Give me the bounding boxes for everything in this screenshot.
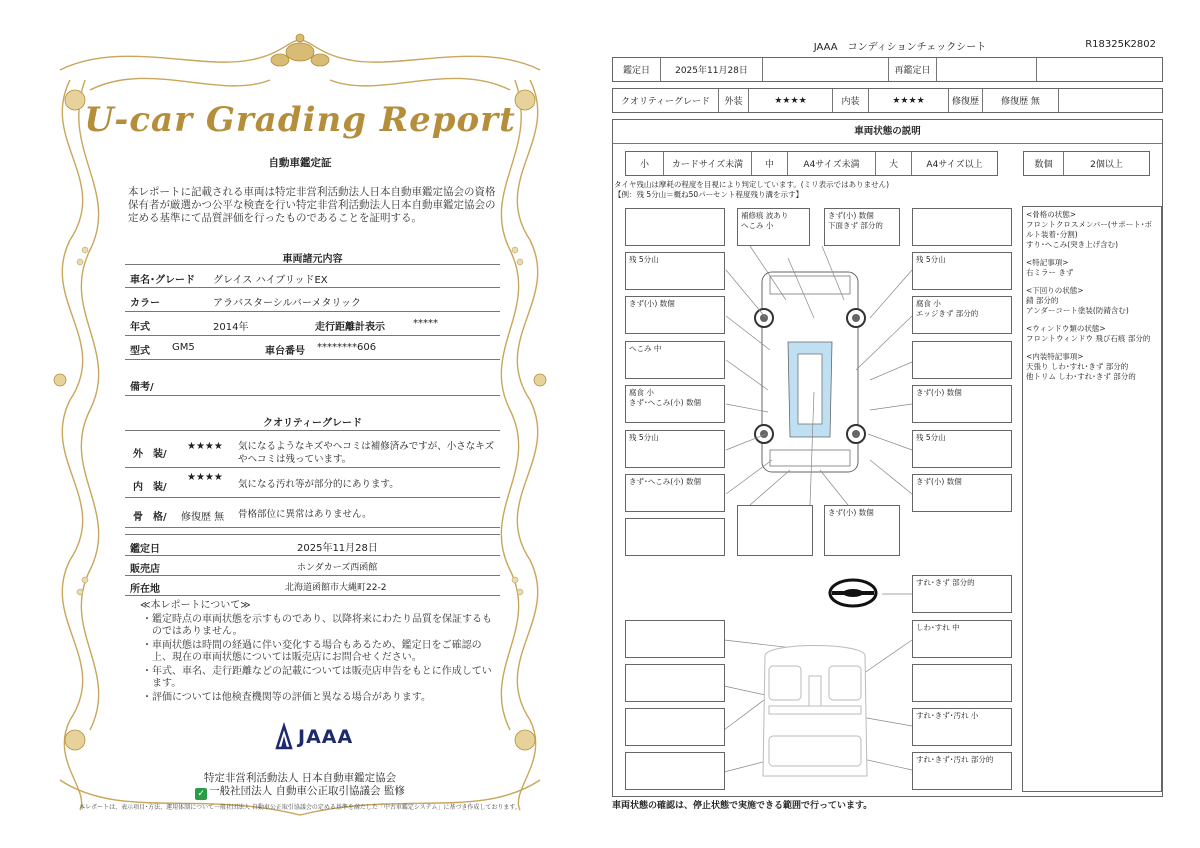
- note-body: フロントウィンドウ 飛び石痕 部分的: [1026, 334, 1151, 343]
- damage-box-right-door: [912, 341, 1012, 379]
- star-rating: ★★★★: [187, 441, 223, 452]
- interior-box-rear-right: すれ･きず･汚れ 小: [912, 708, 1012, 746]
- report-intro: 本レポートに記載される車両は特定非営利活動法人日本自動車鑑定協会の資格保有者が厳選かつ公平な検査を行い特定非営利活動法人日本自動車鑑定協会の定める基準にて品質評価を行ったものであることを証明する。: [128, 186, 496, 224]
- quality-heading: クオリティーグレード: [263, 418, 362, 429]
- note-heading: <ウィンドウ類の状態>: [1026, 324, 1106, 333]
- note-heading: <下回りの状態>: [1026, 286, 1084, 295]
- condition-sheet-page: [600, 0, 1200, 848]
- size-mid-desc: A4サイズ未満: [788, 152, 876, 175]
- count-label: 数個: [1024, 152, 1064, 175]
- damage-box-right-rear-door: きず(小) 数個: [912, 385, 1012, 423]
- spec-row-year: [125, 312, 500, 336]
- spec-row-remarks: [125, 372, 500, 396]
- spec-row-model: [125, 336, 500, 360]
- interior-stars: ★★★★: [869, 89, 949, 112]
- tire-note: [614, 180, 889, 199]
- star-rating: ★★★★: [187, 472, 223, 483]
- spec-row-color: [125, 288, 500, 312]
- spec-value: アラバスターシルバーメタリック: [213, 298, 361, 309]
- sheet-title: JAAA コンディションチェックシート: [813, 42, 987, 53]
- spec-value: グレイス ハイブリッドEX: [213, 275, 328, 286]
- info-row-date: [125, 534, 500, 556]
- quality-row-exterior: [125, 430, 500, 468]
- note-body: 天張り しわ･すれ･きず 部分的 他トリム しわ･すれ･きず 部分的: [1026, 362, 1136, 381]
- spec-value: GM5: [172, 342, 195, 353]
- notice-item: ・車両状態は時間の経過に伴い変化する場合もあるため、鑑定日をご確認の上、現在の車両状態については販売店にお問合せください。: [142, 639, 482, 663]
- date-value: 2025年11月28日: [661, 58, 763, 81]
- damage-box-rear-left: [625, 518, 725, 556]
- notice-item: ・年式、車名、走行距離などの記載については販売店申告をもとに作成しています。: [142, 665, 492, 689]
- re-date-label: 再鑑定日: [889, 58, 937, 81]
- info-value: 北海道函館市大縄町22-2: [285, 583, 387, 593]
- damage-box-front-left: [625, 208, 725, 246]
- note-heading: <特記事項>: [1026, 258, 1069, 267]
- info-label: 鑑定日: [130, 544, 160, 555]
- note-interior: [1026, 352, 1158, 382]
- quality-desc: 気になるようなキズやヘコミは補修済みですが、小さなキズやヘコミは残っています。: [238, 441, 495, 465]
- note-body: 右ミラー きず: [1026, 268, 1074, 277]
- org-name-2-row: [0, 783, 600, 800]
- notice-item: ・評価については他検査機関等の評価と異なる場合があります。: [142, 691, 431, 703]
- repair-value: 修復歴 無: [983, 89, 1059, 112]
- spec-label: 車台番号: [265, 346, 305, 357]
- exterior-stars: ★★★★: [749, 89, 833, 112]
- report-title: U-car Grading Report: [84, 100, 516, 140]
- damage-box-front-center: 補修痕 波あり へこみ 小: [737, 208, 810, 246]
- info-value: 2025年11月28日: [297, 543, 378, 554]
- note-underbody: [1026, 286, 1158, 316]
- spec-label: 車名･グレード: [130, 275, 195, 286]
- car-exterior-diagram: [750, 262, 870, 484]
- interior-box-mid-left: [625, 664, 725, 702]
- size-mid: 中: [752, 152, 788, 175]
- note-windows: [1026, 324, 1158, 344]
- spec-label: 備考/: [130, 382, 154, 393]
- size-legend: [625, 151, 998, 176]
- re-date-value: [937, 58, 1037, 81]
- spec-label: 型式: [130, 346, 150, 357]
- info-label: 販売店: [130, 564, 160, 575]
- spec-value: 2014年: [213, 322, 249, 333]
- damage-box-right-fender: 腐食 小 エッジきず 部分的: [912, 296, 1012, 334]
- count-desc: 2個以上: [1090, 160, 1123, 170]
- size-small: 小: [626, 152, 664, 175]
- grade-label: クオリティーグレード: [613, 89, 719, 112]
- size-large: 大: [876, 152, 912, 175]
- damage-box-left-rear-door: 腐食 小 きず･へこみ(小) 数個: [625, 385, 725, 423]
- spec-label: 走行距離計表示: [315, 322, 385, 333]
- tire-box-rear-right: 残 5分山: [912, 430, 1012, 468]
- interior-box-steering: すれ･きず 部分的: [912, 575, 1012, 613]
- count-legend: [1023, 151, 1150, 176]
- sheet-id: R18325K2802: [1085, 39, 1156, 50]
- exterior-label: 外装: [719, 89, 749, 112]
- steering-wheel-icon: [828, 578, 878, 608]
- jaaa-emblem-icon: [275, 724, 293, 750]
- fine-print: 本レポートは、表示項目･方法、運用体制について一般社団法人 自動車公正取引協議会の定める基準を満たした「中古車鑑定システム」に基づき作成しております。: [79, 804, 521, 811]
- repair-label: 修復歴: [949, 89, 983, 112]
- spec-value: ********606: [317, 342, 377, 353]
- notice-item: ・鑑定時点の車両状態を示すものであり、以降将来にわたり品質を保証するものではありません。: [142, 613, 492, 637]
- interior-box-front-right: しわ･すれ 中: [912, 620, 1012, 658]
- date-label: 鑑定日: [613, 58, 661, 81]
- damage-box-left-door: へこみ 中: [625, 341, 725, 379]
- report-notice: [140, 600, 500, 705]
- condition-notes: [1022, 206, 1162, 792]
- interior-box-front-left: [625, 620, 725, 658]
- info-label: 所在地: [130, 584, 160, 595]
- tire-box-rear-left: 残 5分山: [625, 430, 725, 468]
- note-body: 錆 部分的 アンダーコート塗装(防錆含む): [1026, 296, 1129, 315]
- note-special: [1026, 258, 1158, 278]
- note-frame: [1026, 210, 1158, 250]
- quality-label: 内 装/: [133, 482, 167, 493]
- interior-box-trunk-left: [625, 752, 725, 790]
- tire-box-front-right: 残 5分山: [912, 252, 1012, 290]
- size-small-desc: カードサイズ未満: [664, 152, 752, 175]
- quality-row-interior: [125, 468, 500, 498]
- date-extra: [1037, 58, 1162, 81]
- interior-box-mid-right: [912, 664, 1012, 702]
- damage-box-left-fender: きず(小) 数個: [625, 296, 725, 334]
- report-subtitle: 自動車鑑定証: [268, 157, 332, 169]
- damage-box-front-right: [912, 208, 1012, 246]
- note-heading: <骨格の状態>: [1026, 210, 1077, 219]
- note-body: フロントクロスメンバー(サポート･ボルト装着･分割) すり･へこみ(突き上げ含む): [1026, 220, 1153, 249]
- sheet-footer: 車両状態の確認は、停止状態で実施できる範囲で行っています。: [612, 801, 873, 811]
- spec-row-name: [125, 264, 500, 288]
- tire-note-line: 【例：残 5分山＝概ね50パーセント程度残り溝を示す】: [614, 189, 804, 199]
- date-table: [612, 57, 1163, 82]
- tire-note-line: タイヤ残山は摩耗の程度を目視により判定しています。(ミリ表示ではありません): [614, 180, 890, 189]
- quality-desc: 骨格部位に異常はありません。: [238, 509, 372, 520]
- quality-desc: 気になる汚れ等が部分的にあります。: [238, 479, 399, 490]
- condition-heading: 車両状態の説明: [613, 120, 1162, 144]
- car-interior-diagram: [755, 636, 875, 786]
- interior-label: 内装: [833, 89, 869, 112]
- size-large-desc: A4サイズ以上: [926, 160, 983, 170]
- damage-box-rear-center: [737, 505, 813, 556]
- grade-table: [612, 88, 1163, 113]
- grade-extra: [1059, 89, 1162, 112]
- quality-label: 骨 格/: [133, 512, 167, 523]
- frame-value: 修復歴 無: [181, 512, 225, 523]
- info-row-address: [125, 576, 500, 596]
- interior-box-trunk-right: すれ･きず･汚れ 部分的: [912, 752, 1012, 790]
- spec-label: 年式: [130, 322, 150, 333]
- damage-box-trunk: きず(小) 数個: [824, 505, 900, 556]
- specs-heading: 車両諸元内容: [282, 254, 343, 265]
- damage-box-bonnet: きず(小) 数個 下面きず 部分的: [824, 208, 900, 246]
- interior-box-rear-left: [625, 708, 725, 746]
- quality-label: 外 装/: [133, 449, 167, 460]
- date-empty: [763, 58, 889, 81]
- quality-row-frame: [125, 498, 500, 528]
- damage-box-right-quarter: きず(小) 数個: [912, 474, 1012, 512]
- spec-value: *****: [413, 318, 438, 329]
- damage-box-left-quarter: きず･へこみ(小) 数個: [625, 474, 725, 512]
- org-name-2: 一般社団法人 自動車公正取引協議会 監修: [209, 785, 405, 797]
- check-icon: ✓: [195, 788, 207, 800]
- info-row-dealer: [125, 556, 500, 576]
- notice-heading: ≪本レポートについて≫: [140, 600, 251, 611]
- jaaa-logo: [275, 724, 353, 750]
- jaaa-logo-text: JAAA: [298, 726, 354, 748]
- org-name-1: 特定非営利活動法人 日本自動車鑑定協会: [203, 772, 397, 784]
- info-value: ホンダカーズ西函館: [297, 563, 378, 573]
- spec-label: カラー: [130, 298, 160, 309]
- note-heading: <内装特記事項>: [1026, 352, 1084, 361]
- tire-box-front-left: 残 5分山: [625, 252, 725, 290]
